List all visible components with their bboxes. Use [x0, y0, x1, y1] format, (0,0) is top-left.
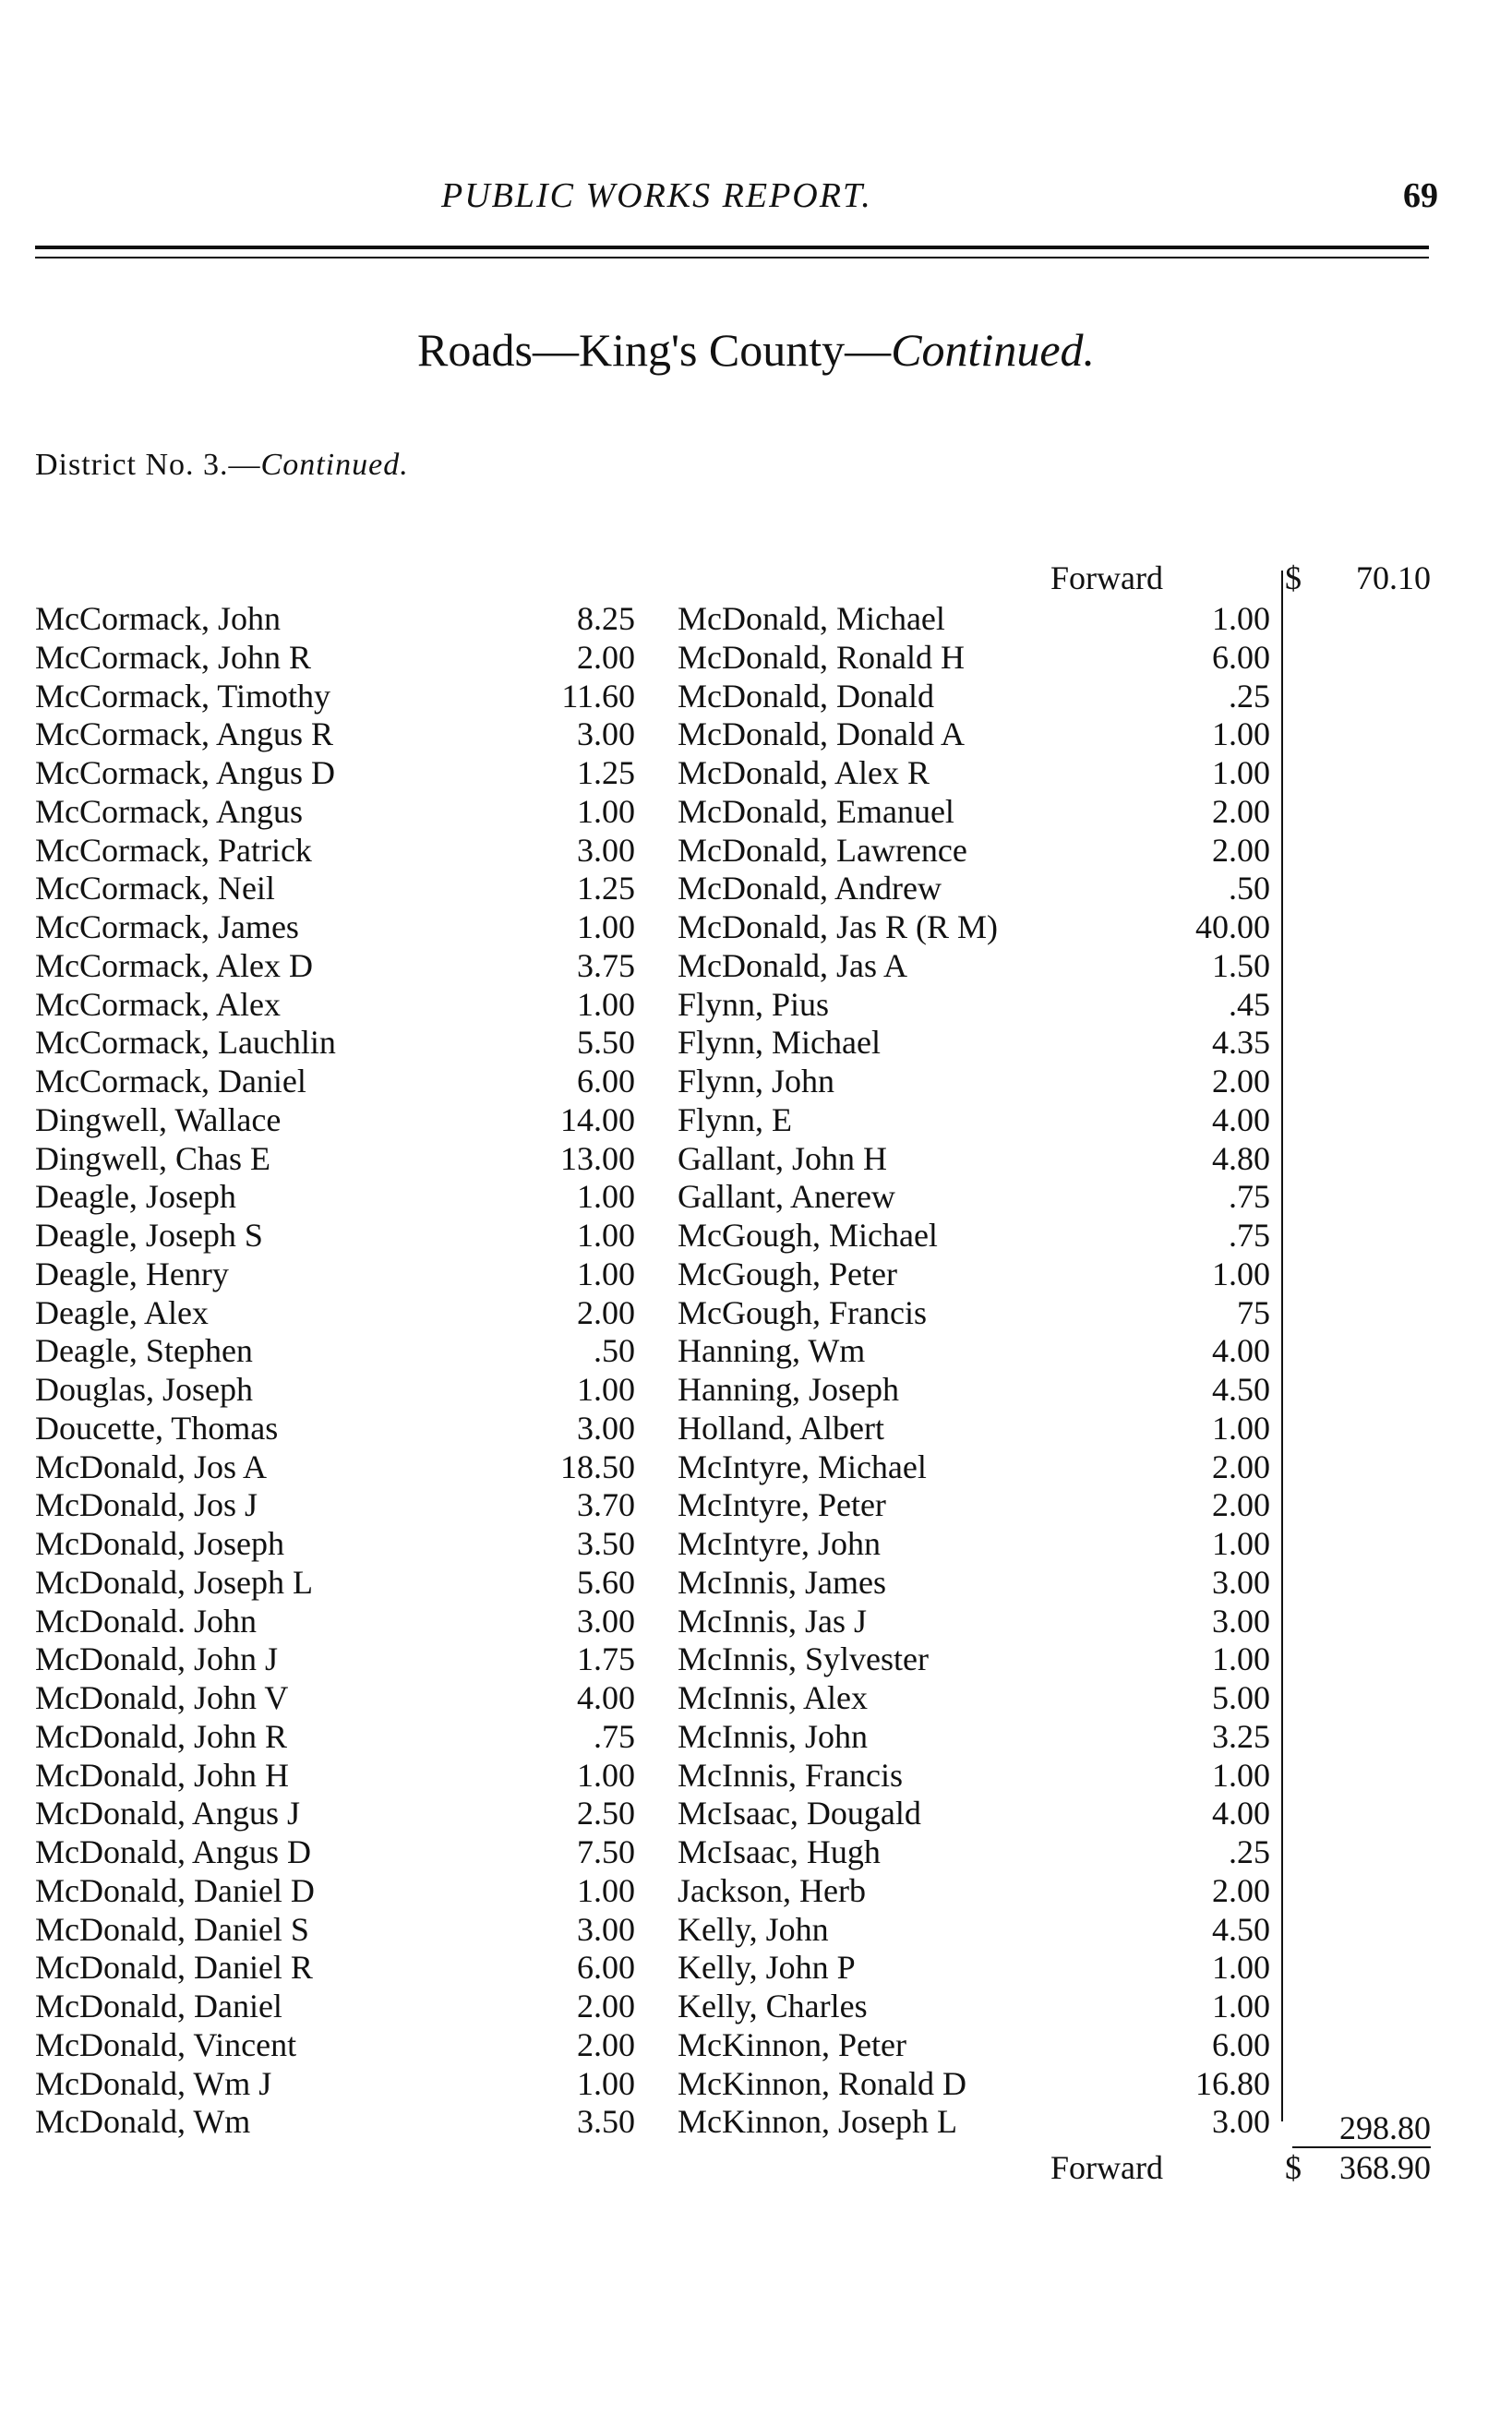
entry-amount: 1.00: [577, 985, 635, 1023]
entry-amount: 1.00: [577, 1217, 635, 1254]
entry-amount: 75: [1237, 1293, 1270, 1331]
list-item: [35, 1101, 635, 1140]
entry-name: McIntyre, Michael: [678, 1448, 927, 1485]
entry-name: Deagle, Stephen: [35, 1332, 253, 1370]
list-item: [35, 1833, 635, 1872]
entry-name: Gallant, Anerew: [678, 1178, 895, 1216]
page-header: [0, 175, 1512, 231]
list-item: [35, 1178, 635, 1217]
entry-amount: 1.00: [577, 1255, 635, 1292]
list-item: [35, 870, 635, 908]
entry-name: Flynn, Michael: [678, 1024, 881, 1062]
entry-amount: .25: [1229, 1833, 1270, 1870]
entry-name: McDonald, Jas A: [678, 946, 907, 984]
list-item: [678, 947, 1281, 986]
forward-in-label: Forward: [1050, 559, 1163, 596]
entry-amount: 1.00: [1212, 1756, 1270, 1794]
entry-name: McDonald, John R: [35, 1717, 287, 1755]
entry-name: McIsaac, Hugh: [678, 1833, 881, 1870]
list-item: [35, 2103, 635, 2142]
list-item: [678, 1640, 1281, 1679]
entry-amount: 1.00: [577, 1756, 635, 1794]
list-item: [35, 1332, 635, 1371]
list-item: [35, 1024, 635, 1063]
list-item: [678, 639, 1281, 678]
list-item: [678, 1101, 1281, 1140]
list-item: [678, 1256, 1281, 1294]
entry-name: Doucette, Thomas: [35, 1409, 279, 1447]
district-heading: [35, 448, 409, 483]
entry-name: Deagle, Alex: [35, 1293, 209, 1331]
list-item: [678, 2065, 1281, 2104]
list-item: [35, 2065, 635, 2104]
entry-name: McGough, Francis: [678, 1293, 927, 1331]
entry-name: McIntyre, John: [678, 1525, 881, 1562]
list-item: [678, 1178, 1281, 1217]
section-title-main: Roads—King's County—: [416, 324, 892, 376]
list-item: [678, 1294, 1281, 1333]
list-item: [35, 1718, 635, 1757]
district-continued: Continued.: [260, 448, 409, 482]
entry-amount: 1.25: [577, 754, 635, 791]
entry-name: McDonald, Vincent: [35, 2025, 297, 2063]
entry-amount: 3.00: [577, 831, 635, 869]
entry-amount: 2.00: [1212, 792, 1270, 830]
list-item: [35, 1795, 635, 1833]
entry-amount: 8.25: [577, 600, 635, 637]
subtotal-amount: 298.80: [1339, 2109, 1431, 2146]
entry-amount: 5.50: [577, 1024, 635, 1062]
entry-name: McDonald, Lawrence: [678, 831, 967, 869]
entry-name: McDonald. John: [35, 1602, 257, 1640]
entry-name: McDonald, Ronald H: [678, 638, 965, 676]
entry-name: McDonald, Emanuel: [678, 792, 954, 830]
entry-name: McInnis, James: [678, 1563, 886, 1601]
entry-name: McDonald, Joseph L: [35, 1563, 313, 1601]
entry-amount: 1.00: [577, 1371, 635, 1408]
entry-amount: 2.00: [1212, 1486, 1270, 1524]
entry-name: McCormack, Alex D: [35, 946, 313, 984]
list-item: [35, 1603, 635, 1641]
entry-amount: 2.00: [1212, 1063, 1270, 1099]
entry-name: McKinnon, Peter: [678, 2025, 906, 2063]
list-item: [678, 1988, 1281, 2026]
header-rule-thick: [35, 246, 1429, 249]
list-item: [35, 947, 635, 986]
entry-amount: 4.50: [1212, 1910, 1270, 1948]
list-item: [35, 793, 635, 832]
entry-name: Dingwell, Chas E: [35, 1139, 270, 1177]
list-item: [678, 832, 1281, 871]
list-item: [678, 2103, 1281, 2142]
list-item: [678, 1911, 1281, 1950]
entry-amount: 4.80: [1212, 1139, 1270, 1177]
forward-in-amount: 70.10: [1356, 559, 1431, 596]
list-item: [678, 1872, 1281, 1911]
entry-amount: 6.00: [1212, 2025, 1270, 2063]
list-item: [35, 1872, 635, 1911]
entry-amount: .50: [1229, 870, 1270, 907]
entry-name: McDonald, Jos J: [35, 1486, 258, 1524]
entry-amount: 2.00: [1212, 1871, 1270, 1909]
list-item: [35, 832, 635, 871]
entry-amount: 2.00: [577, 1293, 635, 1331]
entry-amount: 4.00: [577, 1679, 635, 1716]
list-item: [678, 754, 1281, 793]
entry-name: McCormack, Neil: [35, 870, 275, 907]
list-item: [678, 1063, 1281, 1101]
entry-amount: .50: [594, 1332, 635, 1370]
entry-name: McCormack, Alex: [35, 985, 281, 1023]
entry-amount: .45: [1229, 985, 1270, 1023]
entry-name: McIsaac, Dougald: [678, 1795, 921, 1832]
entry-name: McDonald, Daniel R: [35, 1949, 313, 1987]
entry-name: McIntyre, Peter: [678, 1486, 886, 1524]
list-item: [678, 1603, 1281, 1641]
entry-name: McDonald, John H: [35, 1756, 289, 1794]
entry-name: Kelly, Charles: [678, 1988, 868, 2025]
entry-amount: 1.25: [577, 870, 635, 907]
entry-name: McInnis, Sylvester: [678, 1640, 929, 1678]
page-number: 69: [1403, 176, 1438, 215]
entry-amount: 4.50: [1212, 1371, 1270, 1408]
entry-name: McCormack, John R: [35, 638, 311, 676]
entry-name: Kelly, John: [678, 1910, 829, 1948]
entry-name: McDonald, John J: [35, 1640, 278, 1678]
list-item: [35, 1486, 635, 1525]
entry-name: McInnis, Alex: [678, 1679, 868, 1716]
list-item: [678, 1757, 1281, 1796]
entry-amount: 1.00: [1212, 600, 1270, 637]
entry-amount: 4.00: [1212, 1795, 1270, 1832]
list-item: [678, 1949, 1281, 1988]
list-item: [35, 986, 635, 1025]
list-item: [35, 1294, 635, 1333]
running-title: PUBLIC WORKS REPORT.: [441, 176, 872, 215]
entry-amount: 2.50: [577, 1795, 635, 1832]
entry-name: McDonald, Alex R: [678, 754, 930, 791]
entry-name: McCormack, Angus: [35, 792, 303, 830]
entry-amount: 4.00: [1212, 1332, 1270, 1370]
entry-name: McCormack, James: [35, 908, 299, 945]
entry-name: Deagle, Joseph S: [35, 1217, 263, 1254]
entry-amount: 3.00: [1212, 1563, 1270, 1601]
entry-amount: .75: [594, 1717, 635, 1755]
entry-amount: 4.35: [1212, 1024, 1270, 1062]
entry-name: McDonald, Angus D: [35, 1833, 311, 1870]
entry-name: Hanning, Wm: [678, 1332, 866, 1370]
entry-amount: 3.00: [1212, 1602, 1270, 1640]
entry-name: Douglas, Joseph: [35, 1371, 253, 1408]
entry-amount: 18.50: [560, 1448, 635, 1485]
left-name-list: [35, 600, 635, 2142]
section-title: [0, 323, 1512, 377]
district-label: District No. 3.—: [35, 448, 261, 482]
entry-name: McDonald, Joseph: [35, 1525, 284, 1562]
entry-amount: 3.75: [577, 946, 635, 984]
list-item: [35, 1448, 635, 1487]
entry-name: McCormack, Angus R: [35, 715, 333, 753]
entry-amount: 1.00: [577, 1178, 635, 1216]
entry-name: McDonald, Daniel: [35, 1988, 282, 2025]
entry-amount: 3.25: [1212, 1717, 1270, 1755]
entry-name: Deagle, Henry: [35, 1255, 229, 1292]
entry-amount: 13.00: [560, 1139, 635, 1177]
entry-name: McCormack, Daniel: [35, 1063, 306, 1099]
list-item: [678, 908, 1281, 947]
entry-amount: 3.00: [577, 715, 635, 753]
entry-amount: 1.00: [1212, 1640, 1270, 1678]
entry-amount: 7.50: [577, 1833, 635, 1870]
entry-amount: 2.00: [577, 2025, 635, 2063]
entry-name: McDonald, John V: [35, 1679, 289, 1716]
list-item: [678, 1217, 1281, 1256]
list-item: [678, 1795, 1281, 1833]
forward-in-currency: $: [1285, 559, 1302, 596]
entry-name: Flynn, John: [678, 1063, 835, 1099]
entry-name: Dingwell, Wallace: [35, 1100, 282, 1138]
entry-amount: 1.00: [1212, 1988, 1270, 2025]
entry-amount: 1.00: [577, 1871, 635, 1909]
list-item: [678, 1679, 1281, 1718]
entry-amount: 11.60: [561, 677, 635, 715]
list-item: [35, 1217, 635, 1256]
list-item: [35, 2026, 635, 2065]
entry-amount: 16.80: [1195, 2064, 1270, 2102]
list-item: [678, 678, 1281, 716]
entry-amount: .75: [1229, 1178, 1270, 1216]
forward-out-currency: $: [1285, 2149, 1302, 2186]
entry-name: McCormack, Patrick: [35, 831, 312, 869]
list-item: [35, 1911, 635, 1950]
list-item: [678, 1564, 1281, 1603]
list-item: [678, 1332, 1281, 1371]
entry-amount: 2.00: [1212, 1448, 1270, 1485]
entry-name: McDonald, Jos A: [35, 1448, 267, 1485]
entry-amount: .75: [1229, 1217, 1270, 1254]
entry-amount: 40.00: [1195, 908, 1270, 945]
right-name-list: [678, 600, 1281, 2142]
entry-name: McDonald, Angus J: [35, 1795, 300, 1832]
list-item: [35, 1949, 635, 1988]
entry-amount: 1.00: [1212, 754, 1270, 791]
entry-name: McCormack, John: [35, 600, 281, 637]
list-item: [35, 1140, 635, 1179]
list-item: [35, 1525, 635, 1564]
entry-name: McDonald, Michael: [678, 600, 945, 637]
list-item: [35, 1410, 635, 1448]
list-item: [35, 754, 635, 793]
list-item: [678, 1833, 1281, 1872]
entry-amount: 3.00: [577, 1910, 635, 1948]
entry-name: McDonald, Daniel S: [35, 1910, 309, 1948]
list-item: [678, 1371, 1281, 1410]
entry-name: McDonald, Wm J: [35, 2064, 272, 2102]
entry-name: McDonald, Donald A: [678, 715, 965, 753]
entry-amount: 1.75: [577, 1640, 635, 1678]
entry-amount: 2.00: [577, 638, 635, 676]
list-item: [35, 908, 635, 947]
list-item: [678, 600, 1281, 639]
entry-name: Flynn, E: [678, 1100, 793, 1138]
entry-name: McInnis, Francis: [678, 1756, 903, 1794]
entry-name: Holland, Albert: [678, 1409, 884, 1447]
entry-name: McKinnon, Ronald D: [678, 2064, 966, 2102]
entry-name: McGough, Peter: [678, 1255, 897, 1292]
header-rule-thin: [35, 257, 1429, 258]
entry-amount: 1.00: [577, 908, 635, 945]
list-item: [678, 793, 1281, 832]
entry-amount: 1.00: [1212, 1949, 1270, 1987]
entry-name: McCormack, Timothy: [35, 677, 331, 715]
entry-name: McInnis, John: [678, 1717, 868, 1755]
entry-amount: 3.00: [1212, 2103, 1270, 2141]
list-item: [678, 1024, 1281, 1063]
list-item: [678, 1448, 1281, 1487]
entry-amount: 2.00: [577, 1988, 635, 2025]
entry-name: Gallant, John H: [678, 1139, 887, 1177]
list-item: [35, 678, 635, 716]
entry-name: McGough, Michael: [678, 1217, 938, 1254]
entry-amount: 2.00: [1212, 831, 1270, 869]
list-item: [678, 2026, 1281, 2065]
forward-out-label: Forward: [1050, 2149, 1163, 2186]
list-item: [678, 870, 1281, 908]
entry-name: Deagle, Joseph: [35, 1178, 236, 1216]
list-item: [678, 1140, 1281, 1179]
entry-name: McKinnon, Joseph L: [678, 2103, 957, 2141]
entry-amount: 3.50: [577, 1525, 635, 1562]
entry-amount: 3.00: [577, 1409, 635, 1447]
entry-amount: 5.60: [577, 1563, 635, 1601]
entry-name: Kelly, John P: [678, 1949, 856, 1987]
entry-amount: 3.50: [577, 2103, 635, 2141]
list-item: [678, 1718, 1281, 1757]
entry-amount: 1.50: [1212, 946, 1270, 984]
entry-amount: 6.00: [577, 1949, 635, 1987]
list-item: [35, 1640, 635, 1679]
entry-name: McCormack, Angus D: [35, 754, 335, 791]
entry-amount: 5.00: [1212, 1679, 1270, 1716]
entry-name: McDonald, Donald: [678, 677, 934, 715]
list-item: [35, 1757, 635, 1796]
list-item: [35, 1063, 635, 1101]
forward-out-amount: 368.90: [1339, 2149, 1431, 2186]
list-item: [35, 1256, 635, 1294]
list-item: [35, 1679, 635, 1718]
entry-amount: 1.00: [577, 2064, 635, 2102]
list-item: [35, 600, 635, 639]
entry-name: McDonald, Jas R (R M): [678, 908, 998, 945]
entry-name: Hanning, Joseph: [678, 1371, 899, 1408]
list-item: [35, 715, 635, 754]
list-item: [678, 1525, 1281, 1564]
entry-amount: 14.00: [560, 1100, 635, 1138]
entry-amount: 1.00: [577, 792, 635, 830]
entry-name: Jackson, Herb: [678, 1871, 866, 1909]
entry-amount: 1.00: [1212, 715, 1270, 753]
list-item: [35, 1988, 635, 2026]
amount-column-rule: [1281, 571, 1283, 2121]
list-item: [678, 1410, 1281, 1448]
entry-amount: 4.00: [1212, 1100, 1270, 1138]
entry-amount: 1.00: [1212, 1255, 1270, 1292]
entry-amount: .25: [1229, 677, 1270, 715]
list-item: [35, 639, 635, 678]
entry-name: McCormack, Lauchlin: [35, 1024, 336, 1062]
list-item: [678, 1486, 1281, 1525]
entry-name: Flynn, Pius: [678, 985, 830, 1023]
list-item: [35, 1371, 635, 1410]
entry-name: McDonald, Andrew: [678, 870, 942, 907]
entry-amount: 3.70: [577, 1486, 635, 1524]
entry-name: McDonald, Daniel D: [35, 1871, 315, 1909]
entry-amount: 1.00: [1212, 1409, 1270, 1447]
entry-amount: 1.00: [1212, 1525, 1270, 1562]
entry-name: McDonald, Wm: [35, 2103, 251, 2141]
section-title-continued: Continued.: [891, 324, 1096, 376]
list-item: [35, 1564, 635, 1603]
entry-name: McInnis, Jas J: [678, 1602, 867, 1640]
list-item: [678, 986, 1281, 1025]
entry-amount: 6.00: [1212, 638, 1270, 676]
entry-amount: 3.00: [577, 1602, 635, 1640]
entry-amount: 6.00: [577, 1063, 635, 1099]
list-item: [678, 715, 1281, 754]
